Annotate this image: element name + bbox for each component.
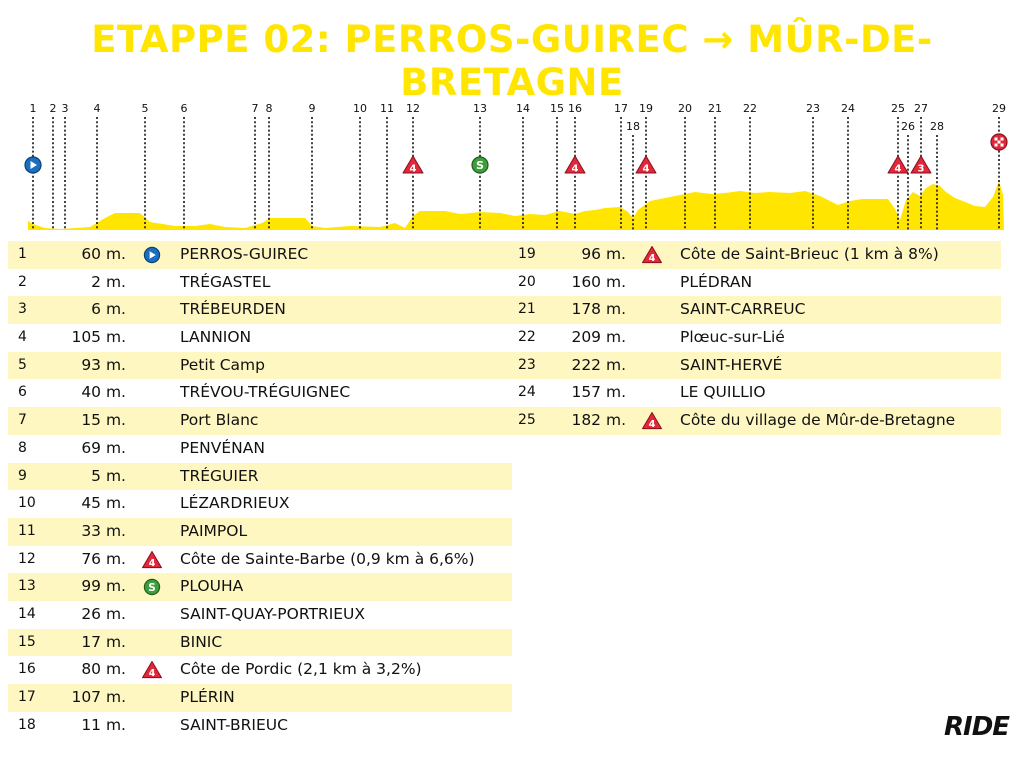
waypoint-altitude: 33 m.: [81, 521, 126, 540]
waypoint-name: LANNION: [180, 328, 252, 347]
waypoint-number: 22: [518, 329, 536, 346]
climb-cat4-icon: [565, 156, 585, 175]
stage-profile-chart: [0, 0, 1024, 240]
waypoint-row: [8, 601, 512, 629]
svg-text:4: 4: [648, 253, 656, 264]
waypoint-number: 15: [18, 633, 36, 650]
profile-marker-label: 23: [806, 102, 820, 115]
climb-cat4-icon: [403, 156, 423, 175]
profile-marker-label: 21: [708, 102, 722, 115]
waypoint-altitude: 6 m.: [91, 300, 126, 319]
profile-marker-label: 27: [914, 102, 928, 115]
waypoint-altitude: 93 m.: [81, 355, 126, 374]
sprint-icon: [472, 157, 488, 173]
waypoint-altitude: 107 m.: [71, 688, 126, 706]
svg-text:4: 4: [894, 163, 902, 175]
profile-marker-label: 14: [516, 102, 530, 115]
waypoint-number: 24: [518, 384, 536, 401]
waypoint-number: 2: [18, 273, 27, 290]
waypoint-number: 14: [18, 605, 36, 622]
waypoint-number: 4: [18, 329, 27, 346]
waypoint-row: [8, 435, 512, 463]
profile-marker-label: 2: [49, 102, 57, 115]
waypoint-row: [508, 296, 1001, 324]
waypoint-row: [8, 463, 512, 491]
waypoint-altitude: 178 m.: [571, 300, 626, 319]
climb-cat4-icon: [143, 662, 162, 680]
profile-marker-label: 8: [265, 102, 273, 115]
waypoint-name: TRÉGASTEL: [180, 272, 271, 291]
waypoint-row: [8, 241, 512, 269]
waypoint-row: [8, 352, 512, 380]
waypoint-number: 8: [18, 439, 27, 456]
climb-cat4-icon-wrapper: [642, 412, 662, 430]
ride-logo: RIDE: [944, 712, 1010, 742]
waypoint-row: [8, 629, 512, 657]
waypoint-row: [8, 407, 512, 435]
climb-cat4-icon-wrapper: [142, 661, 162, 679]
profile-marker-label: 16: [568, 102, 582, 115]
waypoint-name: TRÉGUIER: [180, 466, 259, 485]
svg-text:S: S: [148, 582, 156, 595]
waypoint-number: 6: [18, 384, 27, 401]
waypoint-altitude: 80 m.: [81, 660, 126, 679]
waypoint-number: 25: [518, 412, 536, 429]
waypoint-number: 18: [18, 716, 36, 733]
climb-cat4-icon: [888, 156, 908, 175]
waypoint-row: [508, 379, 1001, 407]
waypoint-altitude: 182 m.: [571, 411, 626, 430]
finish-icon: [991, 134, 1007, 150]
profile-marker-label: 7: [251, 102, 259, 115]
waypoint-name: LÉZARDRIEUX: [180, 494, 290, 513]
waypoint-altitude: 60 m.: [81, 245, 126, 263]
profile-marker-label: 28: [930, 120, 944, 133]
profile-marker-label: 24: [841, 102, 855, 115]
waypoint-number: 9: [18, 467, 27, 484]
waypoint-number: 19: [518, 246, 536, 262]
waypoint-number: 5: [18, 356, 27, 373]
waypoint-altitude: 17 m.: [81, 632, 126, 651]
waypoint-name: LE QUILLIO: [680, 383, 766, 402]
waypoint-altitude: 40 m.: [81, 383, 126, 402]
profile-marker-label: 10: [353, 102, 367, 115]
svg-text:4: 4: [148, 668, 156, 680]
waypoint-table-left: [8, 241, 512, 739]
waypoint-name: BINIC: [180, 632, 223, 651]
waypoint-altitude: 5 m.: [91, 466, 126, 485]
svg-text:4: 4: [148, 557, 156, 569]
waypoint-name: Côte de Saint-Brieuc (1 km à 8%): [680, 245, 939, 263]
waypoint-altitude: 11 m.: [81, 715, 126, 734]
profile-marker-label: 5: [141, 102, 149, 115]
waypoint-row: [8, 518, 512, 546]
waypoint-name: SAINT-QUAY-PORTRIEUX: [180, 604, 366, 623]
climb-cat4-icon-wrapper: [642, 246, 662, 264]
waypoint-number: 20: [518, 273, 536, 290]
waypoint-name: PLOUHA: [180, 577, 244, 596]
profile-marker-label: 11: [380, 102, 394, 115]
waypoint-altitude: 76 m.: [81, 549, 126, 568]
waypoint-row: [508, 269, 1001, 297]
waypoint-altitude: 2 m.: [91, 272, 126, 291]
profile-marker-label: 6: [180, 102, 188, 115]
waypoint-row: [8, 269, 512, 297]
elevation-profile-area: [28, 181, 1004, 230]
waypoint-altitude: 69 m.: [81, 438, 126, 457]
waypoint-number: 1: [18, 246, 27, 262]
profile-marker-label: 4: [93, 102, 101, 115]
waypoint-altitude: 15 m.: [81, 411, 126, 430]
climb-cat4-icon: [636, 156, 656, 175]
svg-text:4: 4: [642, 163, 650, 175]
waypoint-number: 12: [18, 550, 36, 567]
waypoint-row: [508, 352, 1001, 380]
waypoint-row: [8, 490, 512, 518]
waypoint-row: [8, 546, 512, 574]
climb-cat4-icon-wrapper: [142, 551, 162, 569]
waypoint-name: TRÉVOU-TRÉGUIGNEC: [180, 383, 351, 402]
waypoint-altitude: 45 m.: [81, 494, 126, 513]
waypoint-name: SAINT-BRIEUC: [180, 715, 288, 734]
start-icon-wrapper: [142, 246, 162, 264]
waypoint-name: TRÉBEURDEN: [180, 300, 286, 319]
waypoint-row: [508, 241, 1001, 269]
waypoint-altitude: 209 m.: [571, 328, 626, 347]
start-icon: [144, 247, 159, 262]
waypoint-name: Petit Camp: [180, 355, 265, 374]
profile-marker-label: 29: [992, 102, 1006, 115]
start-icon: [25, 157, 41, 173]
profile-marker-label: 13: [473, 102, 487, 115]
waypoint-number: 23: [518, 356, 536, 373]
waypoint-name: PLÉDRAN: [680, 272, 753, 291]
profile-marker-label: 17: [614, 102, 628, 115]
waypoint-number: 11: [18, 522, 36, 539]
waypoint-row: [8, 324, 512, 352]
svg-text:4: 4: [571, 163, 579, 175]
profile-marker-label: 26: [901, 120, 915, 133]
waypoint-name: PENVÉNAN: [180, 438, 265, 457]
waypoint-name: Côte de Pordic (2,1 km à 3,2%): [180, 660, 422, 679]
waypoint-altitude: 222 m.: [571, 355, 626, 374]
waypoint-altitude: 105 m.: [71, 328, 126, 347]
waypoint-name: Côte du village de Mûr-de-Bretagne: [680, 411, 956, 430]
svg-text:3: 3: [917, 163, 925, 175]
climb-cat3-icon: [911, 156, 931, 175]
svg-text:S: S: [476, 159, 484, 172]
waypoint-row: [8, 379, 512, 407]
profile-marker-label: 20: [678, 102, 692, 115]
waypoint-row: [8, 684, 512, 712]
waypoint-row: [8, 712, 512, 740]
svg-text:4: 4: [648, 419, 656, 431]
waypoint-row: [8, 573, 512, 601]
waypoint-name: Port Blanc: [180, 411, 259, 430]
profile-marker-label: 1: [29, 102, 37, 115]
profile-marker-label: 3: [61, 102, 69, 115]
climb-cat4-icon: [143, 551, 162, 569]
waypoint-name: Plœuc-sur-Lié: [680, 328, 785, 347]
waypoint-altitude: 157 m.: [571, 383, 626, 402]
waypoint-table-right: [508, 241, 1001, 435]
waypoint-name: SAINT-CARREUC: [680, 300, 806, 319]
svg-text:4: 4: [409, 163, 417, 175]
waypoint-number: 16: [18, 661, 36, 678]
waypoint-name: Côte de Sainte-Barbe (0,9 km à 6,6%): [180, 549, 475, 568]
climb-cat4-icon: [643, 246, 662, 264]
waypoint-number: 7: [18, 412, 27, 429]
profile-marker-label: 9: [308, 102, 316, 115]
waypoint-altitude: 26 m.: [81, 604, 126, 623]
waypoint-number: 13: [18, 578, 36, 595]
waypoint-row: [8, 296, 512, 324]
waypoint-number: 17: [18, 689, 36, 705]
waypoint-altitude: 99 m.: [81, 577, 126, 596]
waypoint-number: 21: [518, 301, 536, 318]
profile-marker-label: 15: [550, 102, 564, 115]
profile-marker-label: 19: [639, 102, 653, 115]
waypoint-name: PERROS-GUIREC: [180, 245, 309, 263]
profile-marker-label: 25: [891, 102, 905, 115]
waypoint-row: [508, 324, 1001, 352]
waypoint-name: PAIMPOL: [180, 521, 248, 540]
waypoint-name: PLÉRIN: [180, 688, 235, 706]
waypoint-name: SAINT-HERVÉ: [680, 355, 783, 374]
climb-cat4-icon: [643, 413, 662, 431]
profile-marker-label: 12: [406, 102, 420, 115]
waypoint-altitude: 160 m.: [571, 272, 626, 291]
sprint-icon: [144, 580, 159, 595]
profile-marker-label: 22: [743, 102, 757, 115]
waypoint-row: [8, 656, 512, 684]
profile-marker-label: 18: [626, 120, 640, 133]
waypoint-number: 10: [18, 495, 36, 512]
waypoint-row: [508, 407, 1001, 435]
waypoint-number: 3: [18, 301, 27, 318]
sprint-icon-wrapper: [142, 578, 162, 596]
waypoint-altitude: 96 m.: [581, 245, 626, 263]
stage-title: ETAPPE 02: PERROS-GUIREC → MÛR-DE-BRETAGNE: [91, 18, 933, 104]
